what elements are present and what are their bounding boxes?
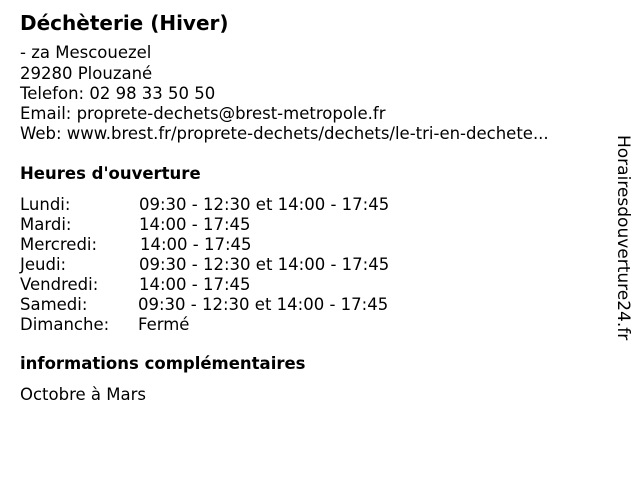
hours-day: Dimanche: bbox=[20, 315, 110, 334]
hours-time: 14:00 - 17:45 bbox=[140, 235, 252, 254]
hours-row-sunday bbox=[20, 315, 620, 335]
hours-day: Samedi: bbox=[20, 295, 88, 314]
hours-time: 14:00 - 17:45 bbox=[139, 275, 251, 294]
phone-line: Telefon: 02 98 33 50 50 bbox=[20, 84, 216, 103]
place-title: Déchèterie (Hiver) bbox=[20, 11, 229, 35]
hours-day: Vendredi: bbox=[20, 275, 99, 294]
hours-time: 09:30 - 12:30 et 14:00 - 17:45 bbox=[138, 295, 389, 314]
hours-heading: Heures d'ouverture bbox=[20, 164, 201, 183]
site-watermark: Horairesdouverture24.fr bbox=[613, 135, 633, 341]
hours-row-thursday bbox=[20, 255, 620, 275]
hours-day: Mercredi: bbox=[20, 235, 98, 254]
hours-day: Lundi: bbox=[20, 195, 71, 214]
email-line: Email: proprete-dechets@brest-metropole.fr bbox=[20, 104, 386, 123]
hours-row-monday bbox=[20, 195, 620, 215]
hours-day: Mardi: bbox=[20, 215, 72, 234]
address-line-2: 29280 Plouzané bbox=[20, 64, 153, 83]
hours-row-saturday bbox=[20, 295, 620, 315]
hours-day: Jeudi: bbox=[20, 255, 67, 274]
hours-row-tuesday bbox=[20, 215, 620, 235]
address-line-1: - za Mescouezel bbox=[20, 43, 152, 62]
hours-time: 09:30 - 12:30 et 14:00 - 17:45 bbox=[139, 255, 390, 274]
hours-row-friday bbox=[20, 275, 620, 295]
hours-row-wednesday bbox=[20, 235, 620, 255]
extra-info-heading: informations complémentaires bbox=[20, 354, 306, 373]
extra-info-text: Octobre à Mars bbox=[20, 385, 146, 404]
hours-time: Fermé bbox=[138, 315, 190, 334]
hours-time: 09:30 - 12:30 et 14:00 - 17:45 bbox=[139, 195, 390, 214]
web-line: Web: www.brest.fr/proprete-dechets/dechets/le-tri-en-dechete... bbox=[20, 124, 549, 143]
hours-time: 14:00 - 17:45 bbox=[139, 215, 251, 234]
